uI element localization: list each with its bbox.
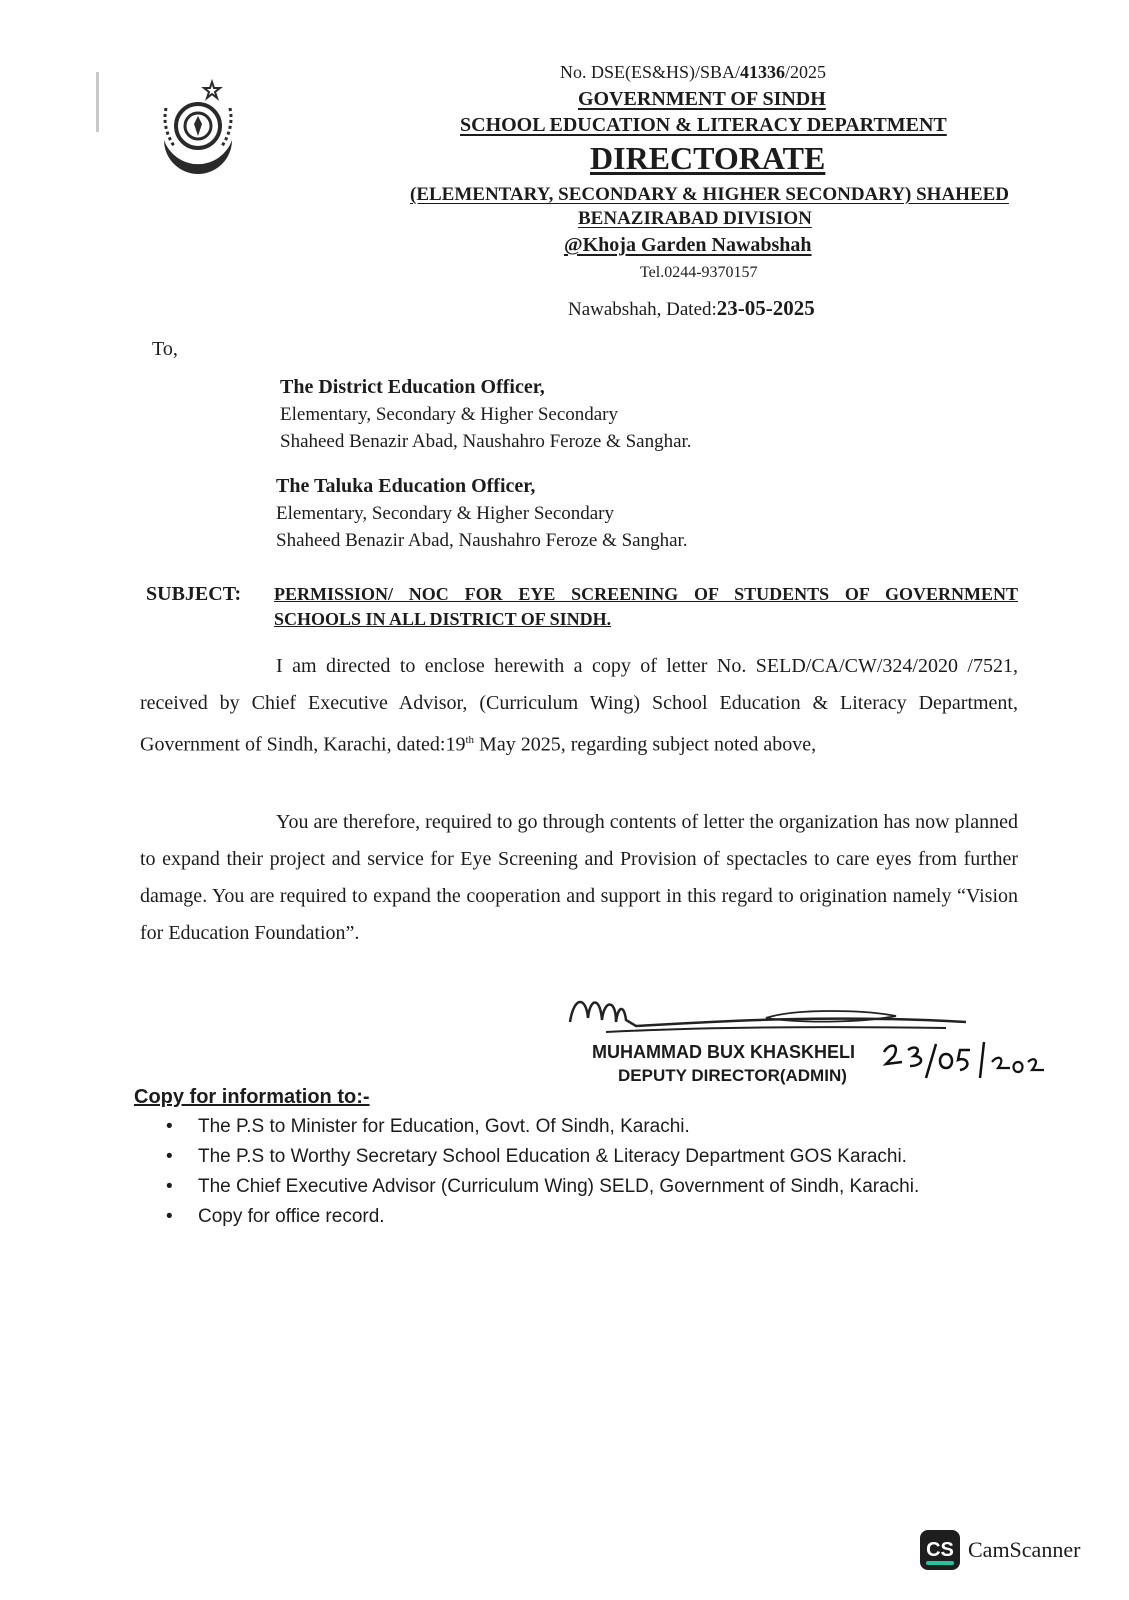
recipient-line: Shaheed Benazir Abad, Naushahro Feroze & Sanghar. bbox=[280, 431, 692, 452]
ordinal-suffix: th bbox=[465, 734, 475, 746]
camscanner-watermark bbox=[920, 1530, 1080, 1570]
subject-text: PERMISSION/ NOC FOR EYE SCREENING OF STUDENTS OF GOVERNMENT SCHOOLS IN ALL DISTRICT OF SINDH. bbox=[274, 584, 1018, 629]
list-item bbox=[166, 1172, 919, 1202]
office-address: @Khoja Garden Nawabshah bbox=[564, 234, 812, 256]
reference-number-value: 41336 bbox=[740, 62, 786, 82]
reference-suffix: /2025 bbox=[785, 62, 827, 82]
copy-heading: Copy for information to:- bbox=[134, 1086, 370, 1108]
recipient-block-deo bbox=[280, 374, 692, 455]
department-heading: SCHOOL EDUCATION & LITERACY DEPARTMENT bbox=[460, 114, 947, 136]
body-paragraph-1 bbox=[140, 648, 1018, 764]
dated-label: Nawabshah, Dated: bbox=[568, 299, 717, 320]
paragraph-text: I am directed to enclose herewith a copy of letter No. SELD/CA/CW/324/2020 /7521, received by Chief Executive Advisor, (Curriculum Wing) School Education & Literacy Department, Government of Sindh, Karachi, dated:19 bbox=[140, 655, 1018, 756]
recipient-line: Elementary, Secondary & Higher Secondary bbox=[280, 404, 619, 425]
recipient-block-teo bbox=[276, 473, 688, 554]
reference-prefix: No. DSE(ES&HS)/SBA/ bbox=[560, 62, 741, 82]
signatory-name: MUHAMMAD BUX KHASKHELI bbox=[592, 1042, 855, 1062]
wing-heading-line2: BENAZIRABAD DIVISION bbox=[578, 208, 812, 229]
signatory-designation: DEPUTY DIRECTOR(ADMIN) bbox=[618, 1066, 847, 1085]
subject-label: SUBJECT: bbox=[146, 583, 242, 605]
handwritten-date bbox=[880, 1038, 1050, 1086]
copy-item-text: The P.S to Worthy Secretary School Education & Literacy Department GOS Karachi. bbox=[198, 1146, 907, 1167]
paragraph-text: May 2025, regarding subject noted above, bbox=[474, 733, 817, 756]
recipient-line: Elementary, Secondary & Higher Secondary bbox=[276, 503, 615, 524]
bullet: • bbox=[166, 1176, 173, 1197]
recipient-line: Shaheed Benazir Abad, Naushahro Feroze & Sanghar. bbox=[276, 530, 688, 551]
recipient-title: The District Education Officer, bbox=[280, 376, 545, 398]
list-item bbox=[166, 1202, 919, 1232]
camscanner-icon: CS bbox=[920, 1530, 960, 1570]
bullet: • bbox=[166, 1116, 173, 1137]
recipient-title: The Taluka Education Officer, bbox=[276, 475, 536, 497]
list-item bbox=[166, 1142, 919, 1172]
body-paragraph-2: You are therefore, required to go through contents of letter the organization has now planned to expand their project and service for Eye Screening and Provision of spectacles to care eyes from further damage. You are required to expand the cooperation and support in this regard to origination namely “Vision for Education Foundation”. bbox=[140, 811, 1018, 944]
to-label: To, bbox=[152, 338, 178, 360]
copy-item-text: The Chief Executive Advisor (Curriculum Wing) SELD, Government of Sindh, Karachi. bbox=[198, 1176, 920, 1197]
letter-date: 23-05-2025 bbox=[716, 296, 815, 320]
wing-heading-line1: (ELEMENTARY, SECONDARY & HIGHER SECONDARY) SHAHEED bbox=[410, 184, 1010, 205]
bullet: • bbox=[166, 1146, 173, 1167]
sindh-government-emblem bbox=[144, 78, 252, 190]
government-heading: GOVERNMENT OF SINDH bbox=[578, 88, 826, 110]
bullet: • bbox=[166, 1206, 173, 1227]
copy-item-text: Copy for office record. bbox=[198, 1206, 385, 1227]
telephone-number: Tel.0244-9370157 bbox=[640, 264, 758, 281]
dated-line bbox=[568, 296, 815, 321]
reference-number bbox=[560, 62, 826, 83]
copy-list bbox=[166, 1112, 919, 1232]
copy-item-text: The P.S to Minister for Education, Govt. Of Sindh, Karachi. bbox=[198, 1116, 690, 1137]
list-item bbox=[166, 1112, 919, 1142]
camscanner-label: CamScanner bbox=[968, 1537, 1081, 1562]
scan-edge-mark bbox=[96, 72, 99, 132]
directorate-heading: DIRECTORATE bbox=[590, 140, 826, 176]
